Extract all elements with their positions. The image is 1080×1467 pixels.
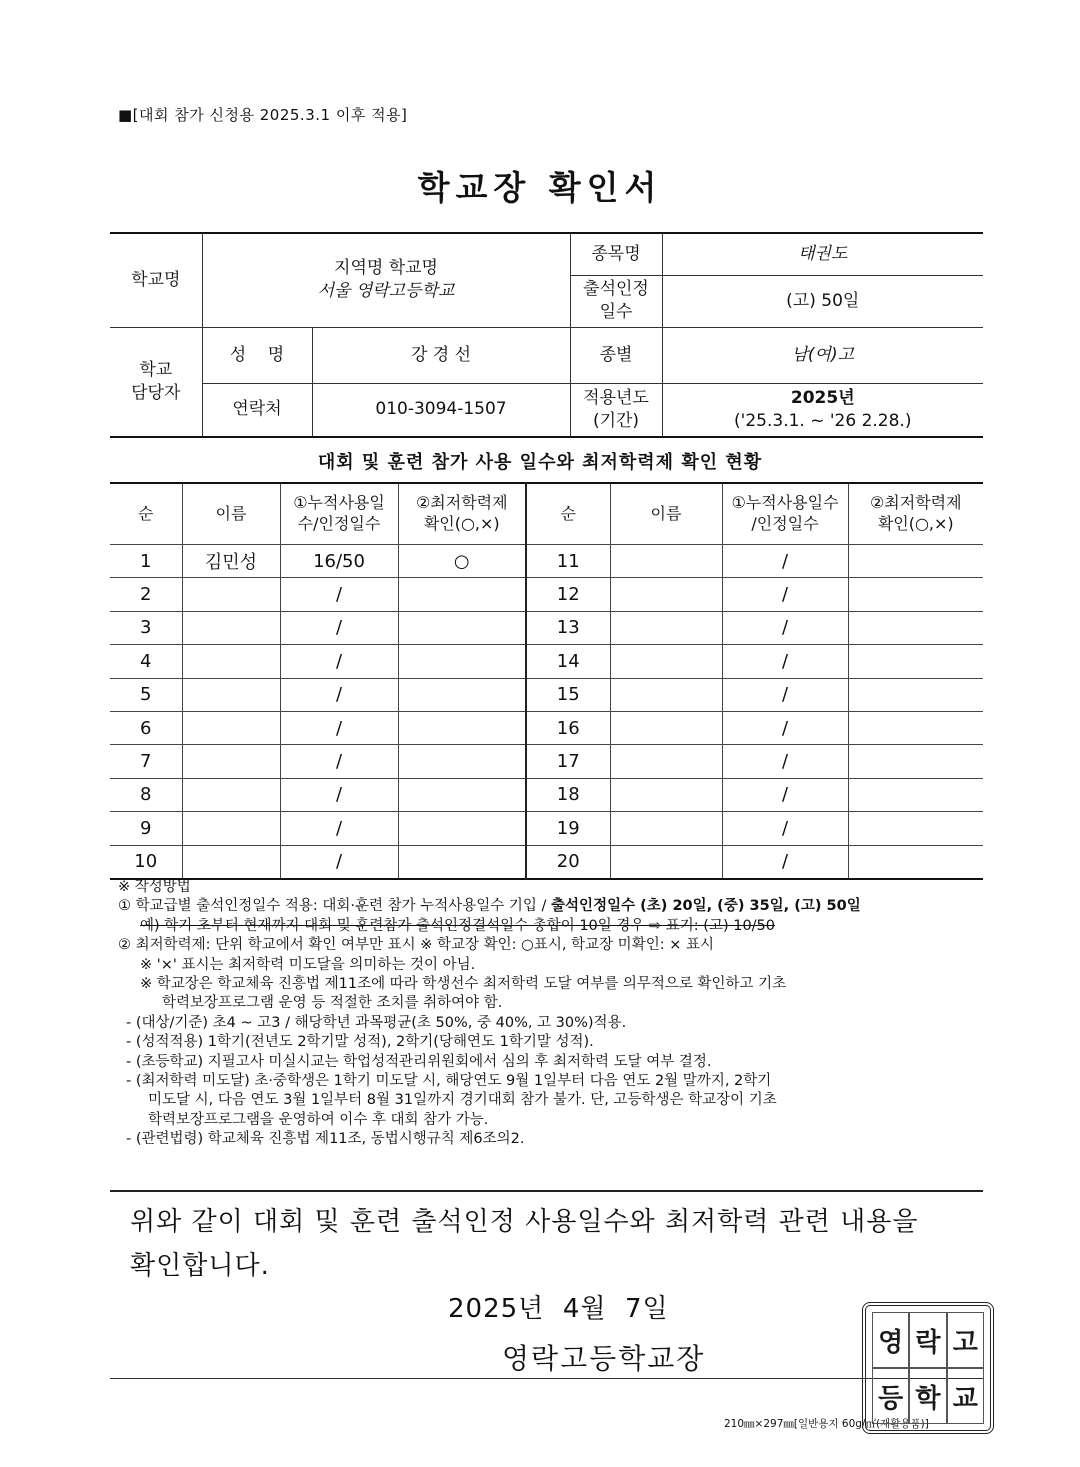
row-used-days: 16/50	[280, 545, 398, 578]
row-no: 3	[110, 611, 182, 644]
row-no: 1	[110, 545, 182, 578]
row-no-right: 16	[526, 711, 610, 744]
note-1a: ① 학교급별 출석인정일수 적용: 대회·훈련 참가 누적사용일수 기입 / 출석인정일수 (초) 20일, (중) 35일, (고) 50일	[118, 898, 861, 915]
row-name-right	[610, 778, 722, 811]
note-8a: - (최저학력 미도달) 초·중학생은 1학기 미도달 시, 해당연도 9월 1일부터 다음 연도 2월 말까지, 2학기	[126, 1073, 772, 1090]
header-note: ■[대회 참가 신청용 2025.3.1 이후 적용]	[118, 106, 408, 124]
row-no-right: 14	[526, 645, 610, 678]
document-title: 학교장 확인서	[417, 168, 663, 207]
school-label: 학교명	[110, 233, 202, 327]
table-row	[110, 545, 983, 578]
row-name	[182, 845, 280, 879]
info-table	[110, 232, 983, 438]
seal-char: 영	[872, 1312, 909, 1368]
row-used-days: /	[280, 611, 398, 644]
row-name-right	[610, 845, 722, 879]
year-label: 적용년도 (기간)	[570, 383, 662, 437]
row-min-academic-right	[848, 678, 983, 711]
seal-char: 교	[947, 1368, 984, 1424]
row-used-days: /	[280, 812, 398, 845]
row-used-days: /	[280, 645, 398, 678]
row-min-academic-right	[848, 711, 983, 744]
row-no-right: 19	[526, 812, 610, 845]
row-name-right	[610, 545, 722, 578]
status-body	[110, 545, 983, 879]
attendance-label: 출석인정 일수	[570, 275, 662, 327]
row-used-days-right: /	[722, 812, 848, 845]
row-name-right	[610, 812, 722, 845]
row-used-days-right: /	[722, 778, 848, 811]
table-row	[110, 812, 983, 845]
row-used-days-right: /	[722, 611, 848, 644]
row-name: 김민성	[182, 545, 280, 578]
row-min-academic	[398, 711, 526, 744]
header-min-academic-right: ②최저학력제 확인(○,×)	[848, 483, 983, 545]
row-name-right	[610, 578, 722, 611]
row-no-right: 17	[526, 745, 610, 778]
header-min-academic: ②최저학력제 확인(○,×)	[398, 483, 526, 545]
row-min-academic-right	[848, 812, 983, 845]
note-2: ② 최저학력제: 단위 학교에서 확인 여부만 표시 ※ 학교장 확인: ○표시, 학교장 미확인: × 표시	[118, 937, 714, 954]
school-seal	[862, 1302, 994, 1434]
table-row	[110, 578, 983, 611]
principal-name: 영락고등학교장	[502, 1342, 706, 1375]
seal-char: 학	[909, 1368, 946, 1424]
row-no: 4	[110, 645, 182, 678]
contact-value: 010-3094-1507	[312, 383, 570, 437]
row-name	[182, 745, 280, 778]
signature-rule	[110, 1378, 983, 1379]
seal-char: 고	[947, 1312, 984, 1368]
note-9: - (관련법령) 학교체육 진흥법 제11조, 동법시행규칙 제6조의2.	[126, 1131, 525, 1148]
row-min-academic-right	[848, 611, 983, 644]
notes-section	[118, 878, 990, 1150]
confirmation-statement: 위와 같이 대회 및 훈련 출석인정 사용일수와 최저학력 관련 내용을 확인합니다.	[130, 1207, 919, 1281]
row-name	[182, 711, 280, 744]
seal-characters	[872, 1312, 984, 1424]
paper-size-note: 210㎜×297㎜[일반용지 60g/㎡(재활용품)]	[724, 1418, 929, 1430]
row-no-right: 12	[526, 578, 610, 611]
seal-char: 락	[909, 1312, 946, 1368]
row-min-academic	[398, 745, 526, 778]
row-no-right: 18	[526, 778, 610, 811]
note-7: - (초등학교) 지필고사 미실시교는 학업성적관리위원회에서 심의 후 최저학력 도달 여부 결정.	[126, 1053, 712, 1070]
table-row	[110, 645, 983, 678]
table-row	[110, 778, 983, 811]
row-no: 9	[110, 812, 182, 845]
note-3: ※ '×' 표시는 최저학력 미도달을 의미하는 것이 아님.	[140, 956, 476, 973]
row-no-right: 20	[526, 845, 610, 879]
gender-label: 종별	[570, 327, 662, 383]
row-used-days: /	[280, 745, 398, 778]
note-5: - (대상/기준) 초4 ~ 고3 / 해당학년 과목평균(초 50%, 중 40%, 고 30%)적용.	[126, 1014, 627, 1031]
row-no: 6	[110, 711, 182, 744]
notes-bottom-rule	[110, 1190, 983, 1192]
row-min-academic-right	[848, 778, 983, 811]
row-name	[182, 778, 280, 811]
sport-label: 종목명	[570, 233, 662, 275]
row-used-days-right: /	[722, 711, 848, 744]
row-name	[182, 812, 280, 845]
row-used-days-right: /	[722, 745, 848, 778]
row-min-academic: ○	[398, 545, 526, 578]
row-min-academic	[398, 645, 526, 678]
row-no: 10	[110, 845, 182, 879]
issue-date: 2025년 4월 7일	[448, 1294, 669, 1324]
header-name: 이름	[182, 483, 280, 545]
row-name	[182, 578, 280, 611]
row-name	[182, 678, 280, 711]
row-no-right: 13	[526, 611, 610, 644]
region-school-caption: 지역명 학교명	[334, 258, 438, 279]
note-6: - (성적적용) 1학기(전년도 2학기말 성적), 2학기(당해연도 1학기말 성적).	[126, 1034, 594, 1051]
note-4a: ※ 학교장은 학교체육 진흥법 제11조에 따라 학생선수 최저학력 도달 여부를 의무적으로 확인하고 기초	[140, 976, 787, 993]
row-no: 2	[110, 578, 182, 611]
row-used-days: /	[280, 778, 398, 811]
row-no-right: 11	[526, 545, 610, 578]
row-min-academic	[398, 812, 526, 845]
row-min-academic	[398, 578, 526, 611]
attendance-value: (고) 50일	[662, 275, 983, 327]
row-name-right	[610, 745, 722, 778]
header-used-days-right: ①누적사용일수 /인정일수	[722, 483, 848, 545]
contact-label: 연락처	[202, 383, 312, 437]
note-4b: 학력보장프로그램 운영 등 적절한 조치를 취하여야 함.	[162, 995, 503, 1012]
row-no: 7	[110, 745, 182, 778]
header-no: 순	[110, 483, 182, 545]
row-min-academic	[398, 845, 526, 879]
name-value: 강 경 선	[312, 327, 570, 383]
note-8c: 학력보장프로그램을 운영하여 이수 후 대회 참가 가능.	[148, 1111, 489, 1128]
row-min-academic	[398, 678, 526, 711]
table-row	[110, 845, 983, 879]
header-no-right: 순	[526, 483, 610, 545]
row-no-right: 15	[526, 678, 610, 711]
row-used-days-right: /	[722, 645, 848, 678]
row-min-academic	[398, 611, 526, 644]
row-used-days-right: /	[722, 678, 848, 711]
header-name-right: 이름	[610, 483, 722, 545]
row-used-days: /	[280, 578, 398, 611]
row-name	[182, 611, 280, 644]
name-label: 성 명	[202, 327, 312, 383]
row-min-academic	[398, 778, 526, 811]
row-used-days: /	[280, 678, 398, 711]
row-used-days: /	[280, 845, 398, 879]
note-1b: 예) 학기 초부터 현재까지 대회 및 훈련참가 출석인정결석일수 총합이 10일 경우 ⇨ 표기: (고) 10/50	[140, 917, 776, 934]
row-min-academic-right	[848, 845, 983, 879]
school-cell	[202, 233, 570, 327]
row-used-days-right: /	[722, 545, 848, 578]
seal-char: 등	[872, 1368, 909, 1424]
notes-heading: ※ 작성방법	[118, 879, 191, 895]
row-min-academic-right	[848, 645, 983, 678]
row-name-right	[610, 611, 722, 644]
row-name-right	[610, 711, 722, 744]
row-min-academic-right	[848, 745, 983, 778]
row-name-right	[610, 678, 722, 711]
row-name-right	[610, 645, 722, 678]
year-value: 2025년 ('25.3.1. ~ '26 2.28.)	[662, 383, 983, 437]
manager-label: 학교 담당자	[110, 327, 202, 437]
row-min-academic-right	[848, 545, 983, 578]
row-used-days-right: /	[722, 845, 848, 879]
table-row	[110, 745, 983, 778]
row-name	[182, 645, 280, 678]
table-row	[110, 711, 983, 744]
school-value: 서울 영락고등학교	[317, 281, 455, 302]
gender-value: 남(여)고	[662, 327, 983, 383]
row-no: 8	[110, 778, 182, 811]
sport-value: 태권도	[662, 233, 983, 275]
header-used-days: ①누적사용일 수/인정일수	[280, 483, 398, 545]
row-no: 5	[110, 678, 182, 711]
table-row	[110, 611, 983, 644]
row-used-days-right: /	[722, 578, 848, 611]
note-8b: 미도달 시, 다음 연도 3월 1일부터 8월 31일까지 경기대회 참가 불가. 단, 고등학생은 학교장이 기초	[148, 1092, 777, 1109]
table-row	[110, 678, 983, 711]
row-used-days: /	[280, 711, 398, 744]
status-table	[110, 482, 983, 880]
row-min-academic-right	[848, 578, 983, 611]
status-title: 대회 및 훈련 참가 사용 일수와 최저학력제 확인 현황	[317, 452, 763, 473]
